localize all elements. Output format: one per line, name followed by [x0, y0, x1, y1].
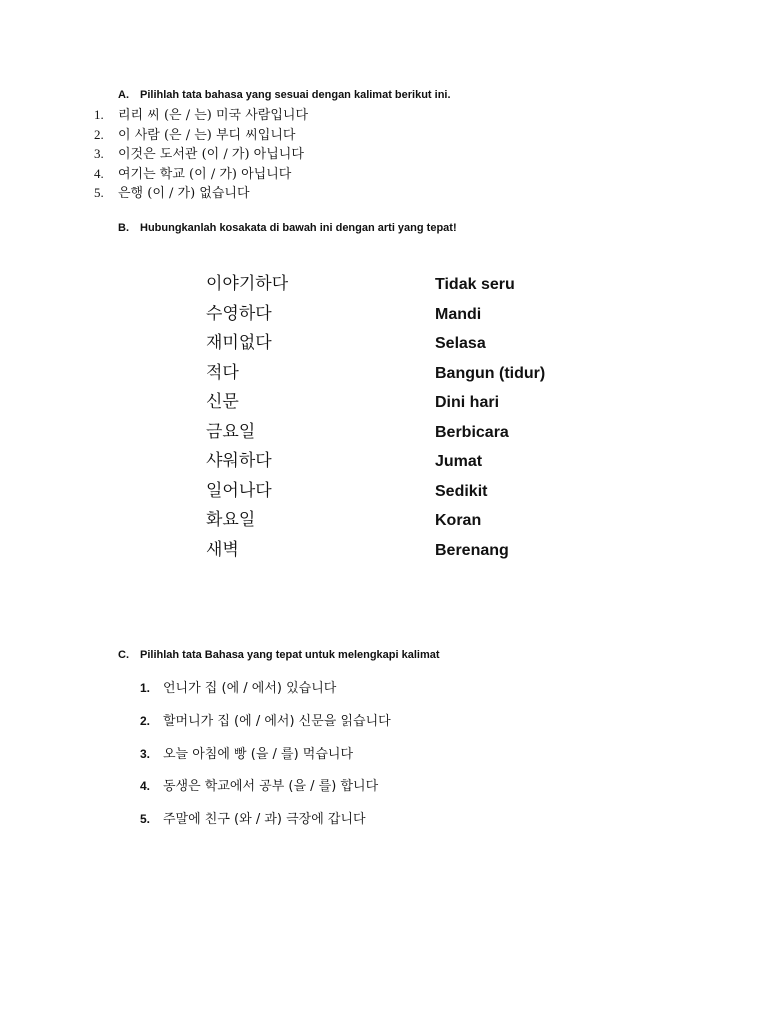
item-number: 3. [94, 146, 104, 161]
item-text: 이것은 도서관 (이 / 가) 아닙니다 [118, 147, 304, 162]
indonesian-word: Berenang [435, 541, 509, 559]
item-number: 2. [94, 126, 104, 142]
korean-word: 새벽 [206, 539, 239, 560]
section-c-letter: C. [118, 649, 129, 661]
indonesian-meaning-column [435, 270, 545, 565]
item-number: 1. [140, 681, 151, 695]
korean-vocab-column [206, 270, 288, 565]
korean-word: 수영하다 [206, 303, 272, 324]
item-number: 5. [140, 812, 151, 827]
section-c-list [140, 676, 391, 840]
korean-word: 화요일 [206, 510, 256, 530]
indonesian-word: Berbicara [435, 423, 509, 441]
korean-word: 금요일 [206, 421, 256, 442]
section-c-heading [118, 649, 440, 661]
list-item [94, 144, 308, 164]
korean-word: 이야기하다 [206, 274, 289, 294]
korean-word: 적다 [206, 362, 239, 383]
section-b-letter: B. [118, 222, 129, 234]
list-item [94, 105, 308, 125]
list-item [140, 709, 391, 742]
item-text: 주말에 친구 (와 / 과) 극장에 갑니다 [163, 812, 366, 828]
item-text: 오늘 아침에 빵 (을 / 를) 먹습니다 [163, 746, 354, 762]
list-item [140, 774, 391, 807]
indonesian-word: Selasa [435, 335, 486, 352]
item-text: 동생은 학교에서 공부 (을 / 를) 합니다 [163, 779, 379, 795]
item-text: 여기는 학교 (이 / 가) 아닙니다 [118, 166, 292, 182]
section-a-letter: A. [118, 89, 129, 101]
indonesian-word: Tidak seru [435, 276, 515, 293]
item-text: 할머니가 집 (에 / 에서) 신문을 읽습니다 [163, 713, 391, 729]
list-item [140, 807, 391, 840]
korean-word: 신문 [206, 392, 239, 412]
korean-word: 일어나다 [206, 480, 272, 501]
korean-word: 재미없다 [206, 333, 272, 353]
item-number: 4. [94, 165, 104, 181]
indonesian-word: Koran [435, 512, 482, 529]
list-item [140, 742, 391, 775]
item-number: 3. [140, 746, 151, 761]
item-text: 언니가 집 (에 / 에서) 있습니다 [163, 681, 337, 696]
indonesian-word: Mandi [435, 305, 482, 323]
list-item [94, 164, 308, 184]
item-number: 2. [140, 713, 151, 728]
indonesian-word: Bangun (tidur) [435, 364, 546, 382]
list-item [140, 676, 391, 709]
section-b-heading [118, 222, 457, 234]
list-item [94, 125, 308, 145]
item-number: 5. [94, 185, 104, 200]
indonesian-word: Dini hari [435, 394, 500, 411]
item-text: 은행 (이 / 가) 없습니다 [118, 186, 250, 201]
korean-word: 샤워하다 [206, 451, 272, 471]
item-text: 이 사람 (은 / 는) 부디 씨입니다 [118, 127, 296, 143]
section-a-title: Pilihlah tata bahasa yang sesuai dengan kalimat berikut ini. [140, 89, 451, 101]
section-c-title: Pilihlah tata Bahasa yang tepat untuk melengkapi kalimat [140, 649, 440, 661]
item-number: 1. [94, 107, 104, 122]
indonesian-word: Sedikit [435, 482, 488, 500]
section-b-title: Hubungkanlah kosakata di bawah ini dengan arti yang tepat! [140, 222, 457, 234]
item-text: 리리 씨 (은 / 는) 미국 사람입니다 [118, 108, 309, 123]
section-a-heading [118, 89, 451, 101]
item-number: 4. [140, 779, 151, 794]
list-item [94, 183, 308, 203]
indonesian-word: Jumat [435, 453, 483, 470]
section-a-list [94, 105, 308, 203]
